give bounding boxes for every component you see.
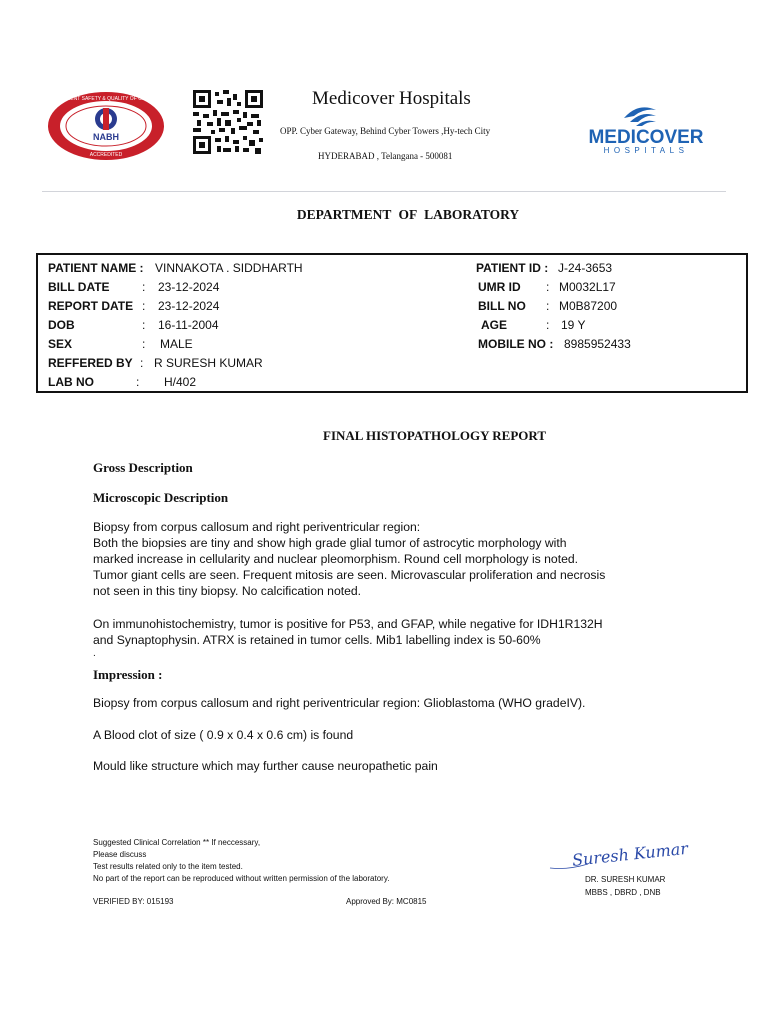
patient-name-label: PATIENT NAME : xyxy=(48,261,144,275)
report-title: FINAL HISTOPATHOLOGY REPORT xyxy=(323,428,546,443)
dob-label: DOB xyxy=(48,318,75,332)
patient-name: VINNAKOTA . SIDDHARTH xyxy=(155,261,303,275)
report-date-label: REPORT DATE xyxy=(48,299,134,313)
brand-sub: HOSPITALS xyxy=(603,146,689,155)
sex: MALE xyxy=(160,337,193,351)
footer-note: Test results related only to the item tested. xyxy=(93,862,243,871)
doctor-signature xyxy=(548,834,708,878)
patient-id-label: PATIENT ID : xyxy=(476,261,549,275)
nabh-ring-text: PATIENT SAFETY & QUALITY OF CARE xyxy=(59,96,153,102)
signature-text: Suresh Kumar xyxy=(571,838,689,870)
dob: 16-11-2004 xyxy=(158,318,219,332)
sex-colon: : xyxy=(142,337,146,351)
ihc-line: On immunohistochemistry, tumor is positive for P53, and GFAP, while negative for IDH1R132H xyxy=(93,617,603,631)
nabh-accredited-text: ACCREDITED xyxy=(89,152,123,158)
impression-line: Biopsy from corpus callosum and right periventricular region: Glioblastoma (WHO gradeIV). xyxy=(93,696,586,710)
microscopic-description-heading: Microscopic Description xyxy=(93,490,229,505)
dob-colon: : xyxy=(142,318,146,332)
referred-by-label: REFFERED BY xyxy=(48,356,133,370)
approved-by: Approved By: MC0815 xyxy=(346,897,427,906)
nabh-logo xyxy=(46,90,166,162)
umr-id-colon: : xyxy=(546,280,550,294)
department-title: DEPARTMENT OF LABORATORY xyxy=(296,207,520,222)
bill-no-label: BILL NO xyxy=(478,299,526,313)
referred-by-colon: : xyxy=(140,356,144,370)
micro-line: not seen in this tiny biopsy. No calcification noted. xyxy=(93,584,362,598)
bill-date-label: BILL DATE xyxy=(48,280,110,294)
micro-line: Tumor giant cells are seen. Frequent mitosis are seen. Microvascular proliferation and necrosis xyxy=(93,568,606,582)
impression-heading: Impression : xyxy=(93,667,163,682)
age: 19 Y xyxy=(561,318,586,332)
hospital-name: Medicover Hospitals xyxy=(312,88,471,109)
bill-no: M0B87200 xyxy=(559,299,618,313)
lab-no-label: LAB NO xyxy=(48,375,94,389)
nabh-logo-text: NABH xyxy=(93,132,119,142)
report-date: 23-12-2024 xyxy=(158,299,220,313)
umr-id-label: UMR ID xyxy=(478,280,521,294)
patient-id: J-24-3653 xyxy=(558,261,613,275)
impression-line: A Blood clot of size ( 0.9 x 0.4 x 0.6 cm) is found xyxy=(93,728,354,742)
stray-dot: . xyxy=(93,648,96,659)
sex-label: SEX xyxy=(48,337,73,351)
bill-no-colon: : xyxy=(546,299,550,313)
impression-line: Mould like structure which may further cause neuropathetic pain xyxy=(93,759,438,773)
lab-no-colon: : xyxy=(136,375,140,389)
doctor-qualifications: MBBS , DBRD , DNB xyxy=(585,888,661,897)
address-line-1: OPP. Cyber Gateway, Behind Cyber Towers ,Hy-tech City xyxy=(280,126,491,136)
qr-code-icon xyxy=(193,90,263,154)
referred-by: R SURESH KUMAR xyxy=(154,356,263,370)
mobile-number: 8985952433 xyxy=(564,337,631,351)
header-divider xyxy=(42,191,726,192)
report-date-colon: : xyxy=(142,299,146,313)
mobile-label: MOBILE NO : xyxy=(478,337,554,351)
lab-no: H/402 xyxy=(164,375,197,389)
ihc-line: and Synaptophysin. ATRX is retained in tumor cells. Mib1 labelling index is 50-60% xyxy=(93,633,541,647)
micro-line: marked increase in cellularity and nuclear pleomorphism. Round cell morphology is noted. xyxy=(93,552,579,566)
brand-name: MEDICOVER xyxy=(588,127,704,148)
verified-by: VERIFIED BY: 015193 xyxy=(93,897,174,906)
address-line-2: HYDERABAD , Telangana - 500081 xyxy=(318,151,453,161)
micro-line: Both the biopsies are tiny and show high grade glial tumor of astrocytic morphology with xyxy=(93,536,567,550)
age-label: AGE xyxy=(481,318,508,332)
footer-note: Suggested Clinical Correlation ** If neccessary, xyxy=(93,838,261,847)
gross-description-heading: Gross Description xyxy=(93,460,193,475)
medicover-logo xyxy=(576,104,716,156)
patient-info-box xyxy=(36,253,748,393)
footer-note: No part of the report can be reproduced without written permission of the laboratory. xyxy=(93,874,390,883)
micro-line: Biopsy from corpus callosum and right periventricular region: xyxy=(93,520,421,534)
age-colon: : xyxy=(546,318,550,332)
umr-id: M0032L17 xyxy=(559,280,616,294)
bill-date-colon: : xyxy=(142,280,146,294)
bill-date: 23-12-2024 xyxy=(158,280,220,294)
doctor-name: DR. SURESH KUMAR xyxy=(585,875,666,884)
footer-note: Please discuss xyxy=(93,850,147,859)
